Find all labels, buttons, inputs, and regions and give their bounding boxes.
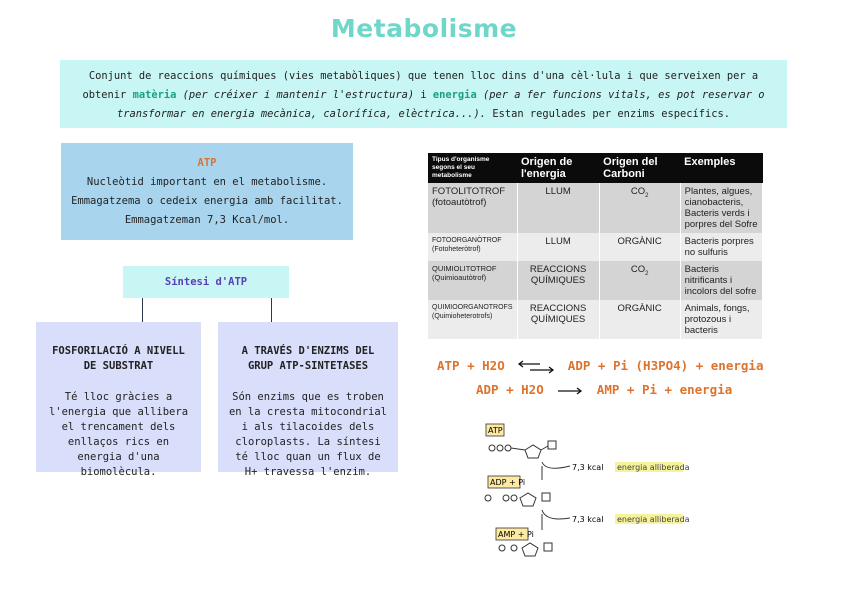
connector-line-right [271,298,272,322]
atp-line-1: Nucleòtid important en el metabolisme. [86,176,328,188]
energy-origin: LLUM [517,233,599,261]
carbon-origin: ORGÀNIC [617,303,662,314]
keyword-energia: energia [432,89,477,101]
table-header: Origen de l'energia [517,153,599,183]
carbon-origin: ORGÀNIC [617,236,662,247]
table-header: Tipus d'organisme segons el seu metabolisme [428,153,517,183]
atp-box [61,143,353,240]
energy-origin: REACCIONS QUÍMIQUES [517,300,599,339]
sketch-energy-arrow-1 [542,462,570,468]
intro-text-5: Estan regulades per enzims específics. [492,108,731,120]
route-substrate-box [36,322,201,478]
sintesi-atp-box: Síntesi d'ATP [123,266,289,298]
atp-hydrolysis-sketch [480,418,730,568]
organism-subtype: (Quimioheterotrofs) [432,313,493,320]
organism-type: QUIMIOORGANOTROFS [432,304,513,311]
keyword-materia: matèria [132,89,177,101]
table-row [428,233,763,261]
metabolism-table [428,153,763,339]
organism-type: FOTOLITOTROF [432,186,506,197]
examples: Animals, fongs, protozous i bacteris [680,300,762,339]
route-substrate-title: FOSFORILACIÓ A NIVELL DE SUBSTRAT [52,345,185,372]
connector-line-left [142,298,143,322]
equation-1 [437,358,763,374]
equation-2-left: ADP + H2O [476,382,544,397]
intro-text-1: Conjunt de reaccions químiques (vies metabòliques) que tenen lloc dins d'una cèl·lula i que serveixen per a obtenir [82,70,759,101]
examples: Bacteris nitrificants i incolors del sofre [680,261,762,300]
equation-1-right: ADP + Pi (H3PO4) + energia [567,358,764,373]
organism-subtype: (fotoautòtrof) [432,197,487,208]
table-row [428,183,763,233]
sketch-energy-2: 7,3 kcal [572,515,604,524]
equation-2 [476,382,732,397]
equation-2-right: AMP + Pi + energia [596,382,733,397]
organism-subtype: (Quimioautòtrof) [432,273,487,282]
examples: Bacteris porpres no sulfuris [680,233,762,261]
arrow-right-icon [555,385,585,397]
sketch-label-1: ATP [488,426,503,435]
atp-line-2: Emmagatzema o cedeix energia amb facilitat. [71,195,343,207]
page-title: Metabolisme [330,14,518,43]
equation-1-left: ATP + H2O [437,358,505,373]
carbon-origin: CO [630,264,646,275]
energy-origin: LLUM [517,183,599,233]
adp-molecule-icon [485,493,550,506]
intro-text-3: i [420,89,427,101]
carbon-origin: CO [630,186,646,197]
organism-subtype: (Fotoheteròtrof) [432,246,481,253]
intro-text-2: (per créixer i mantenir l'estructura) [182,89,415,101]
sketch-label-3: AMP + Pi [498,530,534,539]
carbon-subscript: 2 [645,270,649,277]
amp-molecule-icon [499,543,552,556]
route-enzyme-title: A TRAVÉS D'ENZIMS DEL GRUP ATP-SINTETASES [241,345,375,372]
atp-line-3: Emmagatzeman 7,3 Kcal/mol. [124,214,290,226]
route-substrate-text: Té lloc gràcies a l'energia que allibera el trencament dels enllaços rics en energia d'una biomolècula. [48,391,189,478]
carbon-subscript: 2 [645,192,649,199]
table-header-row [428,153,763,183]
table-header: Exemples [680,153,762,183]
sketch-energy-1: 7,3 kcal [572,463,604,472]
table-header: Origen del Carboni [599,153,680,183]
sketch-energy-arrow-2 [542,510,570,519]
organism-type: FOTOORGANÒTROF [432,237,502,244]
route-enzyme-text: Són enzims que es troben en la cresta mitocondrial i als tilacoides dels cloroplasts. La síntesi té lloc quan un flux de H+ travessa l'enzim. [228,391,388,478]
atp-molecule-icon [489,441,556,458]
sketch-note-1: energia alliberada [617,463,690,472]
atp-heading: ATP [197,157,217,169]
intro-box [60,60,787,128]
sketch-label-2: ADP + Pi [490,478,526,487]
sketch-note-2: energia alliberada [617,515,690,524]
reversible-arrow-icon [516,360,556,374]
route-enzyme-box [218,322,398,478]
table-row [428,300,763,339]
intro-text-4: (per a fer funcions vitals, es pot reservar o transformar en energia mecànica, calorífica, elèctrica...). [116,89,765,120]
examples: Plantes, algues, cianobacteris, Bacteris verds i porpres del Sofre [680,183,762,233]
organism-type: QUIMIOLITOTROF [432,264,497,273]
table-row [428,261,763,300]
energy-origin: REACCIONS QUÍMIQUES [517,261,599,300]
